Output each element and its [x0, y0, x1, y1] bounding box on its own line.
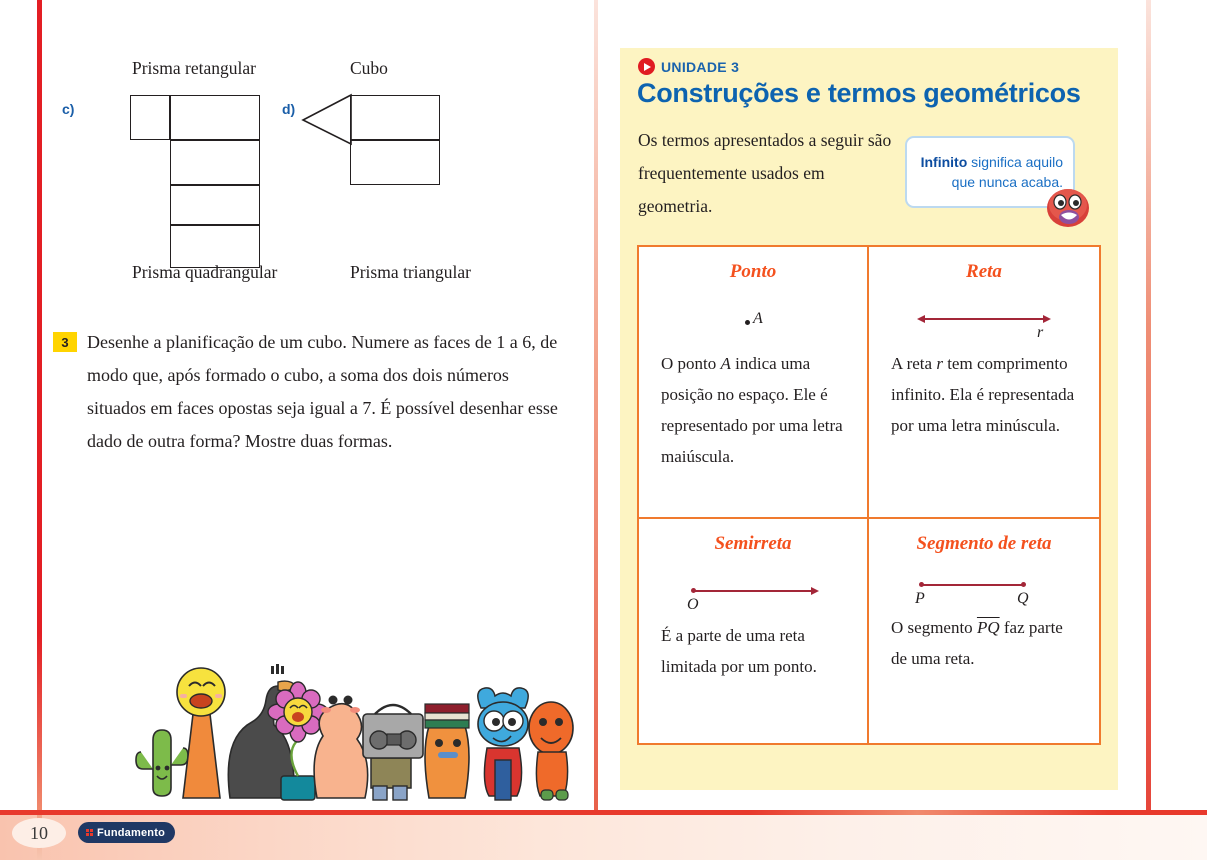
figure-caption-prisma-retangular: Prisma retangular — [132, 58, 256, 78]
body-italic: A — [720, 354, 731, 373]
left-margin-rule — [37, 0, 42, 812]
term-body-segmento — [891, 612, 1077, 674]
exercise-number-badge: 3 — [53, 332, 77, 352]
ray-shaft — [694, 590, 812, 592]
segment-label-q: Q — [1017, 590, 1029, 607]
line-label-r: r — [1037, 324, 1044, 341]
point-dot — [745, 320, 750, 325]
body-overline: $\overline{PQ}$ — [976, 618, 1000, 637]
term-body-ponto — [661, 348, 845, 472]
center-divider-rule — [594, 0, 598, 812]
right-margin-rule — [1146, 0, 1151, 812]
exercise-text: Desenhe a planificação de um cubo. Numere as faces de 1 a 6, de modo que, após formado o cubo, a soma dos dois números situados em faces opostas seja igual a 7. É possível desenhar esse dado de outra forma? Mostre duas formas. — [87, 332, 558, 451]
intro-paragraph: Os termos apresentados a seguir são frequentemente usados em geometria. — [638, 130, 892, 216]
cartoon-characters-illustration — [135, 648, 575, 808]
ray-label-o: O — [687, 596, 699, 613]
triangle-flap-icon — [300, 92, 370, 192]
body-suffix: tem comprimento infinito. Ela é representada por uma letra minúscula. — [891, 354, 1075, 435]
item-letter-d: d) — [282, 101, 296, 117]
left-page-content — [50, 0, 590, 805]
term-title-semirreta: Semirreta — [714, 533, 792, 554]
geometry-terms-table — [637, 245, 1101, 745]
body-prefix: A reta — [891, 354, 937, 373]
figure-caption-prisma-triangular: Prisma triangular — [350, 262, 472, 282]
segment-endpoint-q — [1021, 582, 1026, 587]
body-suffix: faz parte de uma reta. — [891, 618, 1063, 668]
segment-label-p: P — [915, 590, 925, 607]
unit-header — [638, 58, 739, 75]
figure-ray-o — [661, 556, 845, 620]
page-title: Construções e termos geométricos — [637, 78, 1081, 108]
term-title-segmento: Segmento de reta — [916, 533, 1052, 554]
arrow-right-icon — [1043, 315, 1051, 323]
term-body-reta — [891, 348, 1077, 441]
figure-segment-pq — [891, 556, 1077, 612]
body-prefix: O ponto — [661, 354, 721, 373]
play-circle-icon — [638, 58, 655, 75]
publisher-name: Fundamento — [97, 826, 165, 839]
red-character-face-icon — [1045, 183, 1091, 229]
figure-caption-cubo: Cubo — [350, 58, 388, 78]
body-italic: r — [936, 354, 943, 373]
line-shaft — [924, 318, 1044, 320]
figure-caption-prisma-quadrangular: Prisma quadrangular — [132, 262, 278, 282]
page-number: 10 — [12, 818, 66, 848]
figure-line-r — [891, 284, 1077, 348]
table-cell-ponto — [639, 247, 869, 519]
term-title-reta: Reta — [966, 261, 1002, 282]
body-prefix: O segmento — [891, 618, 977, 637]
item-letter-c: c) — [62, 101, 75, 117]
body-suffix: indica uma posição no espaço. Ele é representado por uma letra maiúscula. — [661, 354, 843, 466]
logo-dots-icon — [86, 829, 93, 836]
right-page-content — [620, 48, 1118, 790]
table-cell-segmento — [869, 519, 1099, 743]
callout-rest-text: significa aquilo que nunca acaba. — [951, 154, 1063, 190]
term-body-semirreta — [661, 620, 845, 682]
table-cell-semirreta — [639, 519, 869, 743]
page-footer — [0, 815, 1207, 860]
callout-bold-word: Infinito — [920, 154, 968, 170]
table-cell-reta — [869, 247, 1099, 519]
point-label-a: A — [753, 310, 763, 327]
body-suffix: É a parte de uma reta limitada por um ponto. — [661, 626, 817, 676]
figure-point-a — [661, 284, 845, 348]
term-title-ponto: Ponto — [729, 261, 777, 282]
segment-shaft — [921, 584, 1023, 586]
publisher-logo — [78, 822, 175, 843]
unit-label: UNIDADE 3 — [661, 58, 740, 75]
arrow-right-icon — [811, 587, 819, 595]
callout-text — [917, 152, 1063, 192]
